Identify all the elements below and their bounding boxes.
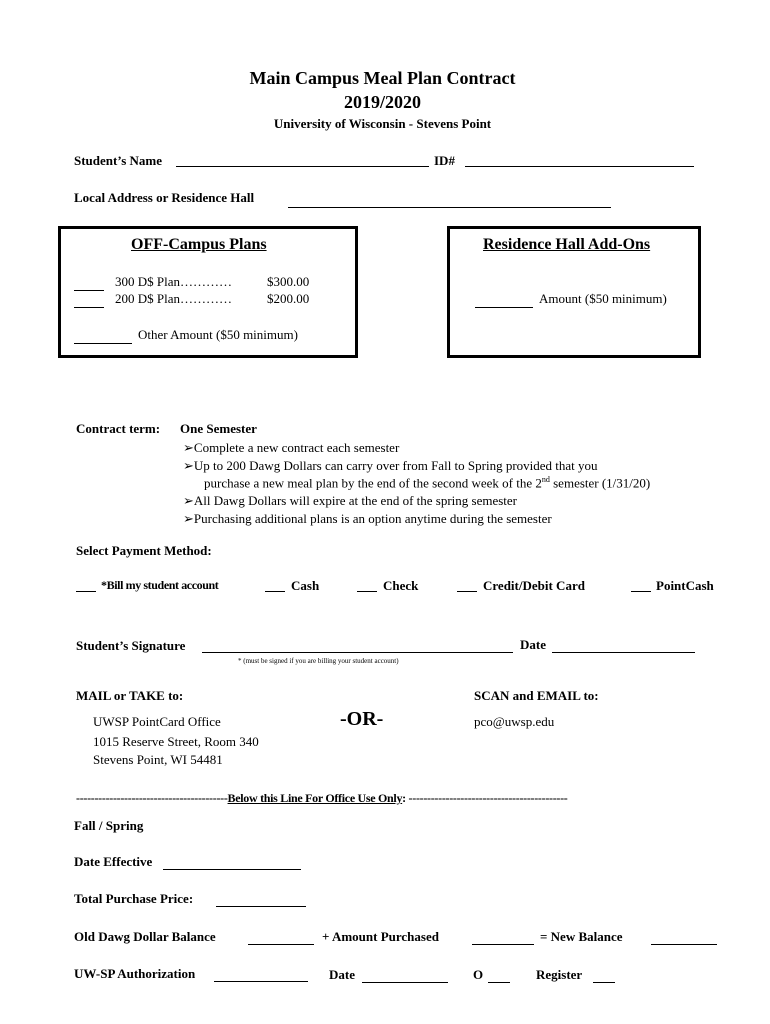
bullet-arrow-icon: ➢ (183, 458, 194, 473)
mail-line-1: UWSP PointCard Office (93, 714, 221, 729)
amount-purchased-label: + Amount Purchased (322, 929, 439, 944)
residence-amount-field[interactable] (475, 296, 533, 308)
bullet-4: ➢Purchasing additional plans is an option anytime during the semester (183, 511, 552, 526)
pay-cash-label: Cash (291, 578, 320, 593)
bullet-2-continued: purchase a new meal plan by the end of the second week of the 2nd semester (1/31/20) (204, 475, 651, 491)
pay-pointcash-check[interactable] (631, 580, 651, 592)
plan-200-price: $200.00 (267, 291, 310, 306)
office-date-field[interactable] (362, 982, 448, 983)
register-field[interactable] (593, 982, 615, 983)
total-price-field[interactable] (216, 906, 306, 907)
signature-date-field[interactable] (552, 652, 695, 653)
payment-label: Select Payment Method: (76, 543, 212, 558)
office-o-label: O (473, 967, 484, 982)
old-balance-field[interactable] (248, 944, 314, 945)
office-use-divider: -----------------------------------------Below this Line For Office Use Only: ------------------------------------------- (76, 791, 568, 805)
register-label: Register (536, 967, 583, 982)
off-campus-heading: OFF-Campus Plans (131, 236, 267, 253)
other-amount-label: Other Amount ($50 minimum) (138, 327, 298, 342)
pay-card-check[interactable] (457, 580, 477, 592)
amount-purchased-field[interactable] (472, 944, 534, 945)
or-separator: -OR- (340, 708, 384, 730)
office-date-label: Date (329, 967, 355, 982)
email-address: pco@uwsp.edu (474, 714, 555, 729)
student-name-label: Student’s Name (74, 153, 162, 168)
office-o-field[interactable] (488, 982, 510, 983)
bullet-arrow-icon: ➢ (183, 493, 194, 508)
pay-check-check[interactable] (357, 580, 377, 592)
address-field[interactable] (288, 207, 611, 208)
pay-check-label: Check (383, 578, 419, 593)
signature-field[interactable] (202, 652, 513, 653)
old-balance-label: Old Dawg Dollar Balance (74, 929, 216, 944)
pay-bill-label: *Bill my student account (101, 578, 219, 592)
new-balance-field[interactable] (651, 944, 717, 945)
date-effective-field[interactable] (163, 869, 301, 870)
residence-heading: Residence Hall Add-Ons (483, 236, 651, 253)
residence-box (447, 226, 701, 358)
total-price-label: Total Purchase Price: (74, 891, 194, 906)
other-amount-field[interactable] (74, 332, 132, 344)
residence-amount-label: Amount ($50 minimum) (539, 291, 667, 306)
scan-label: SCAN and EMAIL to: (474, 688, 599, 703)
bullet-3: ➢All Dawg Dollars will expire at the end of the spring semester (183, 493, 518, 508)
student-name-field[interactable] (176, 166, 429, 167)
plan-200-check[interactable] (74, 296, 104, 308)
contract-term-value: One Semester (180, 421, 257, 436)
bullet-1: ➢Complete a new contract each semester (183, 440, 400, 455)
pay-pointcash-label: PointCash (656, 578, 714, 593)
date-effective-label: Date Effective (74, 854, 153, 869)
mail-label: MAIL or TAKE to: (76, 688, 184, 703)
plan-300-check[interactable] (74, 279, 104, 291)
off-campus-box (58, 226, 358, 358)
plan-300-name: 300 D$ Plan………… (115, 274, 232, 289)
address-label: Local Address or Residence Hall (74, 190, 255, 205)
page-title: Main Campus Meal Plan Contract (249, 68, 516, 88)
signature-date-label: Date (520, 637, 546, 652)
new-balance-label: = New Balance (540, 929, 623, 944)
bullet-2: ➢Up to 200 Dawg Dollars can carry over from Fall to Spring provided that you (183, 458, 598, 473)
signature-note: * (must be signed if you are billing your student account) (238, 657, 399, 665)
signature-label: Student’s Signature (76, 638, 186, 653)
plan-300-price: $300.00 (267, 274, 310, 289)
authorization-label: UW-SP Authorization (74, 966, 196, 981)
pay-card-label: Credit/Debit Card (483, 578, 585, 593)
office-term: Fall / Spring (74, 818, 144, 833)
contract-year: 2019/2020 (343, 92, 421, 112)
plan-200-name: 200 D$ Plan………… (115, 291, 232, 306)
id-field[interactable] (465, 166, 694, 167)
authorization-field[interactable] (214, 981, 308, 982)
mail-line-3: Stevens Point, WI 54481 (93, 752, 223, 767)
id-label: ID# (434, 153, 455, 168)
bullet-arrow-icon: ➢ (183, 440, 194, 455)
pay-cash-check[interactable] (265, 580, 285, 592)
contract-term-label: Contract term: (76, 421, 161, 436)
bullet-arrow-icon: ➢ (183, 511, 194, 526)
pay-bill-check[interactable] (76, 580, 96, 592)
university-name: University of Wisconsin - Stevens Point (273, 116, 492, 131)
mail-line-2: 1015 Reserve Street, Room 340 (93, 734, 259, 749)
